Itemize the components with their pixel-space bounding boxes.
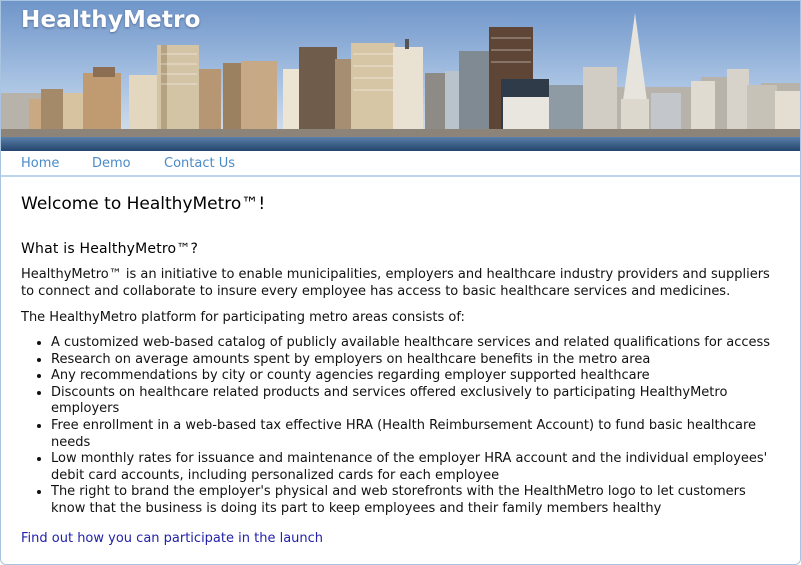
header-banner [1, 1, 800, 151]
feature-list-item: • Discounts on healthcare related products and services offered exclusively to participating HealthyMetro employers [51, 385, 781, 418]
main-nav [1, 151, 800, 177]
participate-link[interactable]: Find out how you can participate in the launch [21, 530, 324, 546]
feature-list-item: • A customized web-based catalog of publicly available healthcare services and related qualifications for access [51, 335, 781, 352]
site-title: HealthyMetro [21, 7, 201, 33]
section-heading: What is HealthyMetro™? [21, 240, 199, 257]
main-content [21, 177, 781, 547]
feature-list-item: • Research on average amounts spent by employers on healthcare benefits in the metro area [51, 352, 781, 369]
feature-list-item: • The right to brand the employer's physical and web storefronts with the HealthMetro logo to let customers know that the business is doing its part to keep employees and their family members healthy [51, 484, 781, 517]
intro-paragraph: HealthyMetro™ is an initiative to enable municipalities, employers and healthcare industry providers and suppliers to connect and collaborate to insure every employee has access to basic healthcare services and medicines. [21, 267, 770, 299]
feature-list-item: • Low monthly rates for issuance and maintenance of the employer HRA account and the individual employees' debit card accounts, including personalized cards for each employee [51, 451, 781, 484]
platform-intro-paragraph: The HealthyMetro platform for participating metro areas consists of: [21, 310, 465, 326]
feature-list [21, 335, 781, 518]
feature-list-item: • Any recommendations by city or county agencies regarding employer supported healthcare [51, 368, 781, 385]
page-heading: Welcome to HealthyMetro™! [21, 194, 266, 214]
nav-link-contact-us[interactable]: Contact Us [164, 156, 235, 171]
nav-link-demo[interactable]: Demo [92, 156, 131, 171]
feature-list-item: • Free enrollment in a web-based tax effective HRA (Health Reimbursement Account) to fund basic healthcare needs [51, 418, 781, 451]
nav-link-home[interactable]: Home [21, 156, 60, 171]
